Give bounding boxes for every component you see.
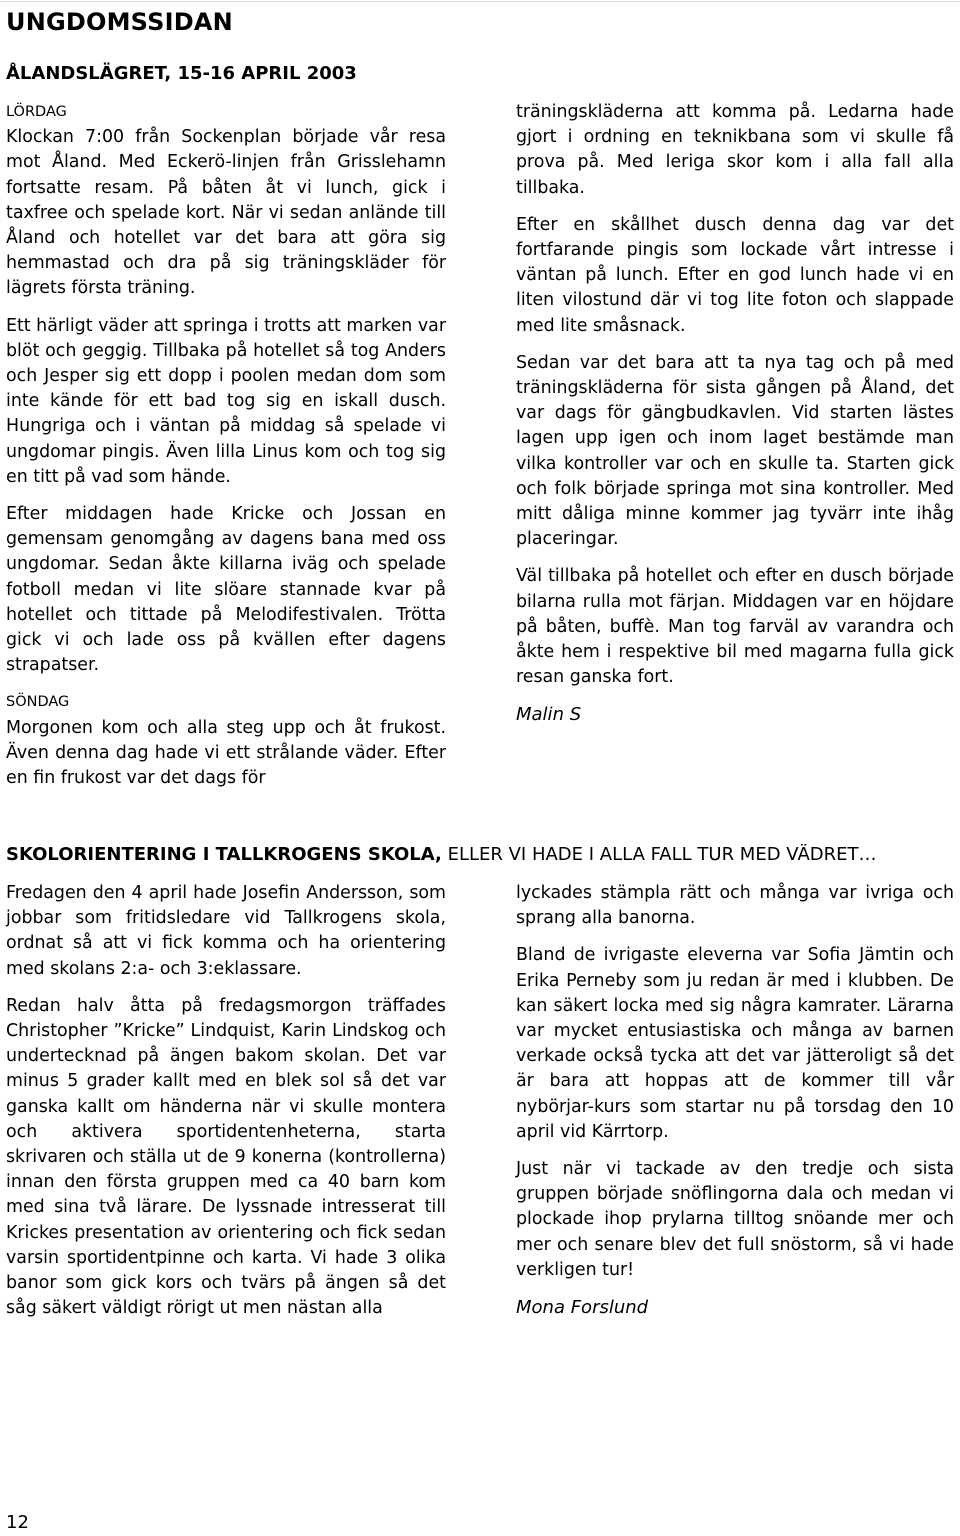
section-heading: UNGDOMSSIDAN bbox=[6, 8, 233, 36]
author-signature: Mona Forslund bbox=[516, 1297, 649, 1319]
article-title-alandslagret: ÅLANDSLÄGRET, 15-16 APRIL 2003 bbox=[6, 63, 357, 84]
article-title-subtitle-part: ELLER VI HADE I ALLA FALL TUR MED VÄDRET… bbox=[441, 844, 877, 865]
article2-column-left bbox=[6, 881, 446, 1321]
article2-paragraph: Bland de ivrigaste eleverna var Sofia Jämtin och Erika Perneby som ju redan är med i klubben. De kan säkert locka med sig några kamrater. Lärarna var mycket entusiastiska och många av barnen verkade också tycka att det var jätteroligt så det är bara att hoppas att de kommer till vår nybörjar-kurs som startar nu på torsdag den 10 april vid Kärrtorp. bbox=[516, 945, 954, 1142]
article1-paragraph: Klockan 7:00 från Sockenplan började vår resa mot Åland. Med Eckerö-linjen från Grisslehamn fortsatte resam. På båten åt vi lunch, gick i taxfree och spelade kort. När vi sedan anlände till Åland och hotellet var det bara att göra sig hemmastad och dra på sig träningskläder för lägrets första träning. bbox=[6, 127, 446, 299]
author-signature: Malin S bbox=[516, 704, 582, 726]
article1-column-right bbox=[516, 100, 954, 728]
article2-paragraph: Redan halv åtta på fredagsmorgon träffades Christopher ”Kricke” Lindquist, Karin Lindskog och undertecknad på ängen bakom skolan. Det var minus 5 grader kallt med en blek sol så det var ganska kallt om händerna när vi skulle montera och aktivera sportidentenheterna, starta skrivaren och ställa ut de 9 konerna (kontrollerna) innan den första gruppen med ca 40 barn kom med sina två lärare. De lyssnade intresserat till Krickes presentation av orientering och fick sedan varsin sportidentpinne och karta. Vi hade 3 olika banor som gick kors och tvärs på ängen så det såg säkert väldigt rörigt ut men nästan alla bbox=[6, 995, 446, 1319]
article2-paragraph: Just när vi tackade av den tredje och sista gruppen började snöflingorna dala och medan vi plockade ihop prylarna tilltog snöande mer och mer och senare blev det full snöstorm, så vi hade verkligen tur! bbox=[516, 1159, 954, 1280]
article2-column-right bbox=[516, 881, 954, 1320]
article1-paragraph: Väl tillbaka på hotellet och efter en dusch började bilarna rulla mot färjan. Middagen var en höjdare på båten, buffè. Man tog farväl av varandra och åkte hem i respektive bil med magarna fulla gick resan ganska fort. bbox=[516, 566, 954, 688]
article1-paragraph: Efter en skållhet dusch denna dag var det fortfarande pingis som lockade vårt intresse i väntan på lunch. Efter en god lunch hade vi en liten vilostund där vi tog lite foton och slappade med lite småsnack. bbox=[516, 214, 954, 336]
day-label-sunday: SÖNDAG bbox=[6, 694, 70, 711]
article1-paragraph: Morgonen kom och alla steg upp och åt frukost. Även denna dag hade vi ett strålande väder. Efter en fin frukost var det dags för bbox=[6, 717, 446, 789]
day-label-saturday: LÖRDAG bbox=[6, 104, 67, 120]
page-number: 12 bbox=[6, 1512, 29, 1533]
article2-paragraph: lyckades stämpla rätt och många var ivriga och sprang alla banorna. bbox=[516, 883, 954, 929]
article-title-skolorientering bbox=[6, 844, 954, 865]
top-rule bbox=[0, 1, 960, 2]
article1-paragraph: Sedan var det bara att ta nya tag och på med träningskläderna för sista gången på Åland, det var dags för gängbudkavlen. Vid starten lästes lagen upp igen och inom laget bestämde man vilka kontroller var och en skulle ta. Starten gick och folk började springa mot sina kontroller. Med mitt dåliga minne kommer jag tyvärr inte ihåg placeringar. bbox=[516, 352, 954, 550]
article1-column-left bbox=[6, 100, 446, 791]
article1-paragraph: träningskläderna att komma på. Ledarna hade gjort i ordning en teknikbana som vi skulle få prova på. Med leriga skor kom i alla fall alla tillbaka. bbox=[516, 102, 954, 198]
article1-paragraph: Efter middagen hade Kricke och Jossan en gemensam genomgång av dagens bana med oss ungdomar. Sedan åkte killarna iväg och spelade fotboll medan vi lite slöare stannade kvar på hotellet och tittade på Melodifestivalen. Trötta gick vi och lade oss på kvällen efter dagens strapatser. bbox=[6, 504, 446, 676]
article1-paragraph: Ett härligt väder att springa i trotts att marken var blöt och geggig. Tillbaka på hotellet så tog Anders och Jesper sig ett dopp i poolen medan dom som inte kände för ett bad tog sig en iskall dusch. Hungriga och i väntan på middag så spelade vi ungdomar pingis. Även lilla Linus kom och tog sig en titt på vad som hände. bbox=[6, 315, 446, 487]
article-title-bold-part: SKOLORIENTERING I TALLKROGENS SKOLA, bbox=[6, 844, 442, 865]
article2-paragraph: Fredagen den 4 april hade Josefin Andersson, som jobbar som fritidsledare vid Tallkrogens skola, ordnat så att vi fick komma och ha orientering med skolans 2:a- och 3:eklassare. bbox=[6, 883, 446, 979]
